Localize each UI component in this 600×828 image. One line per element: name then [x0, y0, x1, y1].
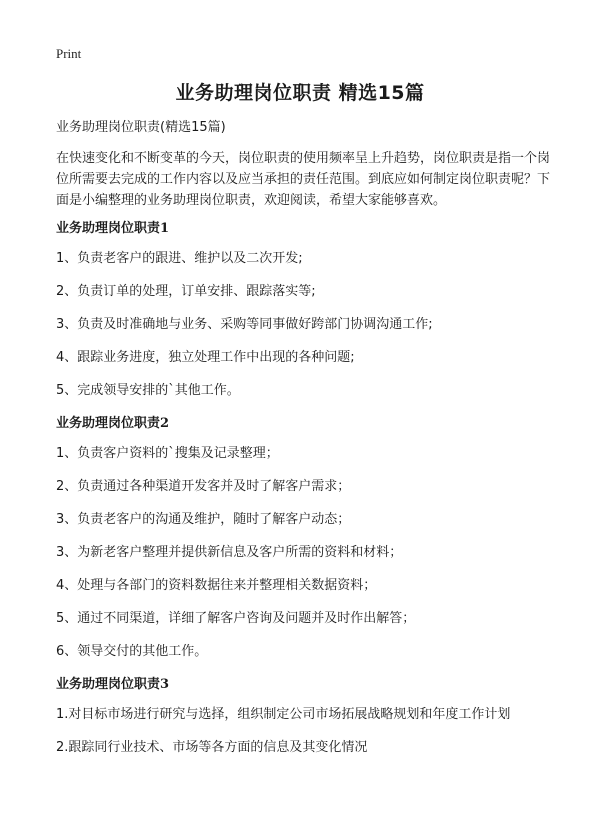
list-item: 3、负责及时准确地与业务、采购等同事做好跨部门协调沟通工作; [56, 317, 433, 332]
section-2 [56, 414, 560, 662]
document-subtitle: 业务助理岗位职责(精选15篇) [56, 120, 226, 135]
print-link[interactable]: Print [56, 46, 82, 61]
list-item: 3、负责老客户的沟通及维护，随时了解客户动态； [56, 512, 351, 527]
list-item: 5、通过不同渠道，详细了解客户咨询及问题并及时作出解答； [56, 611, 416, 626]
list-item: 1、负责老客户的跟进、维护以及二次开发; [56, 251, 303, 266]
list-item: 2、负责订单的处理，订单安排、跟踪落实等; [56, 284, 316, 299]
list-item: 3、为新老客户整理并提供新信息及客户所需的资料和材料； [56, 545, 403, 560]
document-body [56, 118, 560, 771]
document-title: 业务助理岗位职责 精选15篇 [175, 82, 425, 104]
list-item: 4、处理与各部门的资料数据往来并整理相关数据资料； [56, 578, 377, 593]
list-item: 5、完成领导安排的`其他工作。 [56, 383, 240, 398]
list-item: 1.对目标市场进行研究与选择，组织制定公司市场拓展战略规划和年度工作计划 [56, 707, 511, 722]
section-heading: 业务助理岗位职责2 [56, 416, 170, 431]
section-heading: 业务助理岗位职责1 [56, 221, 170, 236]
list-item: 1、负责客户资料的`搜集及记录整理； [56, 446, 279, 461]
list-item: 2、负责通过各种渠道开发客并及时了解客户需求； [56, 479, 351, 494]
section-heading: 业务助理岗位职责3 [56, 677, 170, 692]
intro-paragraph: 在快速变化和不断变革的今天，岗位职责的使用频率呈上升趋势，岗位职责是指一个岗位所需要去完成的工作内容以及应当承担的责任范围。到底应如何制定岗位职责呢？下面是小编整理的业务助理岗位职责，欢迎阅读，希望大家能够喜欢。 [56, 151, 551, 208]
list-item: 6、领导交付的其他工作。 [56, 644, 208, 659]
section-3 [56, 675, 560, 758]
list-item: 4、跟踪业务进度，独立处理工作中出现的各种问题; [56, 350, 355, 365]
list-item: 2.跟踪同行业技术、市场等各方面的信息及其变化情况 [56, 740, 368, 755]
section-1 [56, 219, 560, 401]
